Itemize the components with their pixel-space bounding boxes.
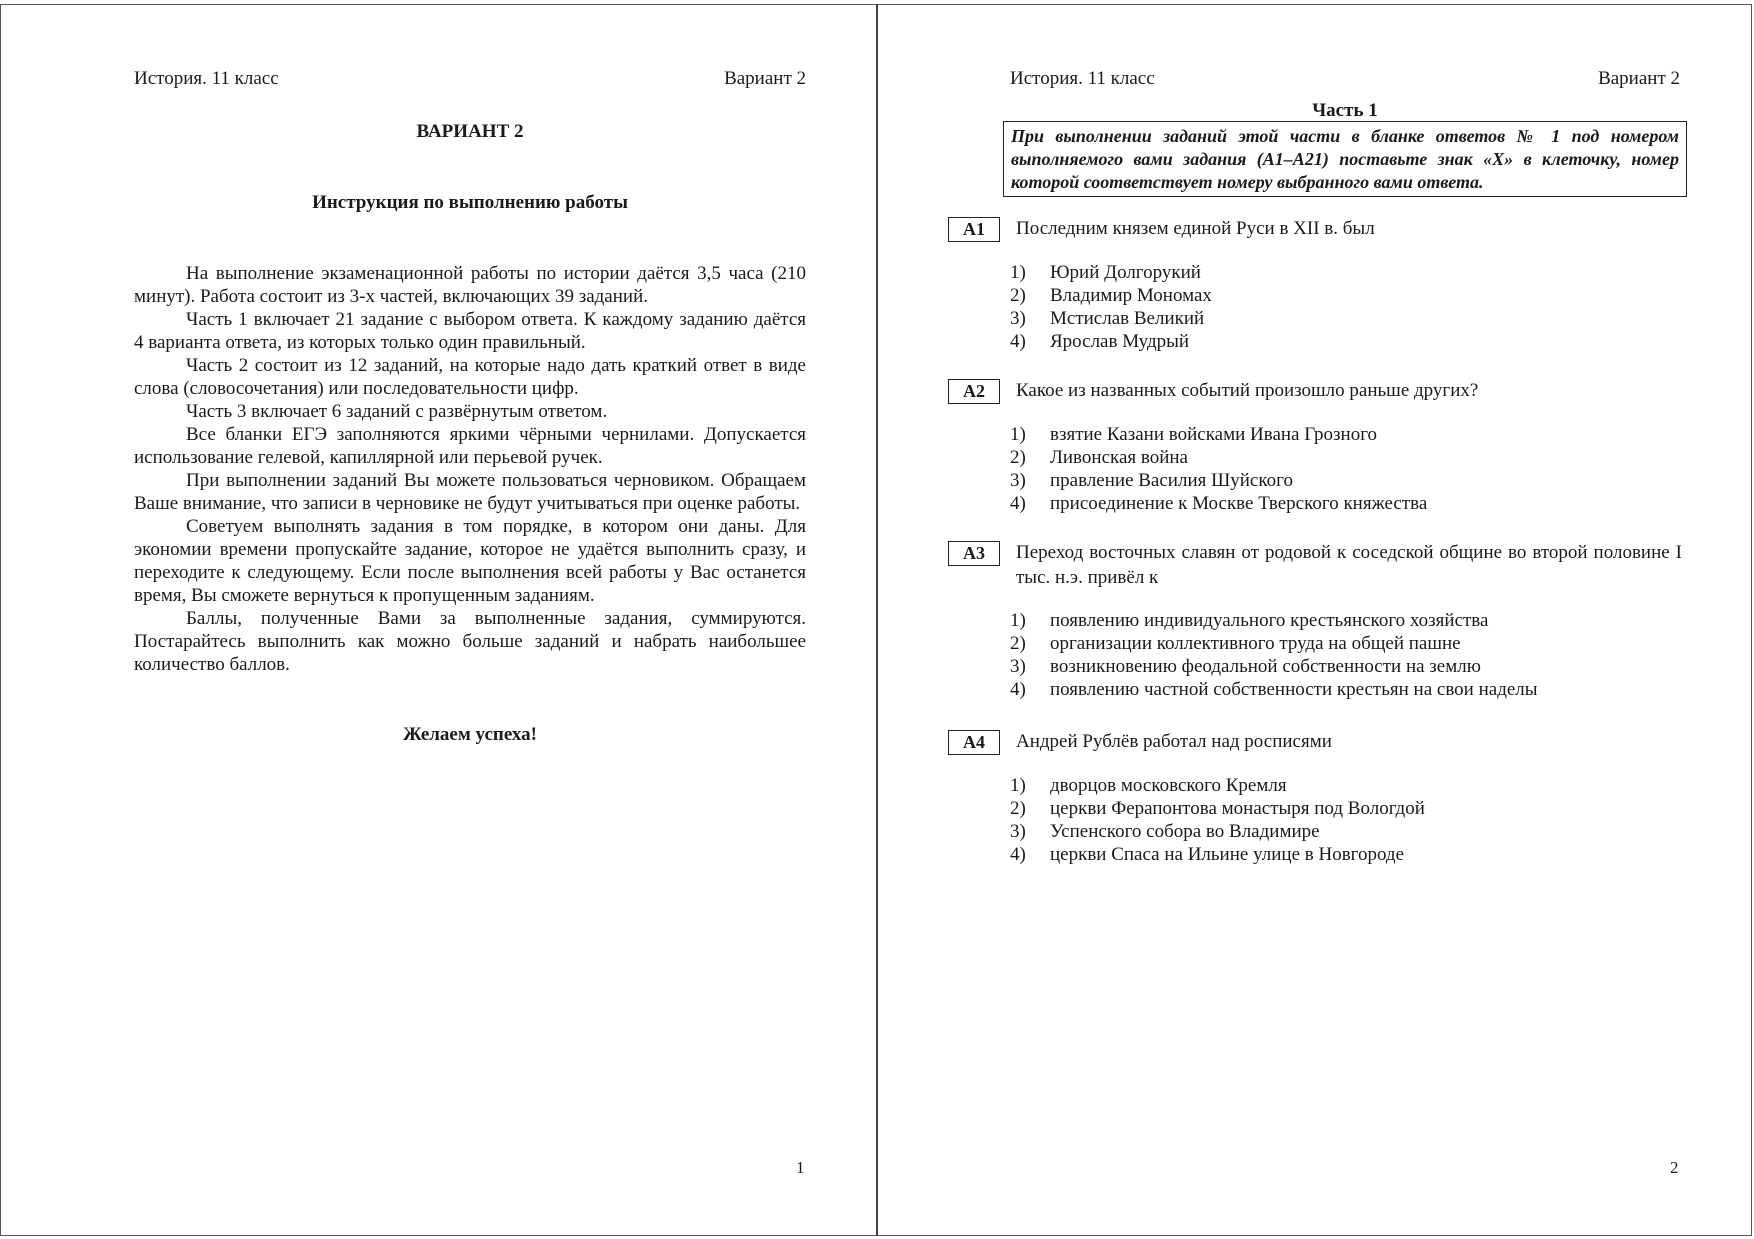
option-number: 3) [1010,821,1026,842]
answer-option [1010,284,1212,307]
header-subject: История. 11 класс [1010,68,1155,89]
instruction-paragraph: Советуем выполнять задания в том порядке, в котором они даны. Для экономии времени пропускайте задание, которое не удаётся выполнить сразу, и переходите к следующему. Если после выполнения всей работы у Вас останется время, Вы сможете вернуться к пропущенным заданиям. [134,516,806,606]
option-number: 4) [1010,679,1026,700]
option-text: Успенского собора во Владимире [1050,821,1320,842]
option-number: 1) [1010,775,1026,796]
option-text: присоединение к Москве Тверского княжества [1050,493,1428,514]
instruction-paragraph: Все бланки ЕГЭ заполняются яркими чёрными чернилами. Допускается использование гелевой, капиллярной или перьевой ручек. [134,424,806,468]
header-variant: Вариант 2 [1598,68,1680,89]
answer-options [1010,261,1212,353]
option-number: 3) [1010,470,1026,491]
task-label: А3 [948,541,1000,566]
option-number: 3) [1010,656,1026,677]
option-text: Мстислав Великий [1050,308,1205,329]
answer-option [1010,330,1212,353]
answer-option [1010,655,1538,678]
answer-option [1010,632,1538,655]
option-text: появлению частной собственности крестьян на свои наделы [1050,679,1538,700]
header-variant: Вариант 2 [724,68,806,89]
header-subject: История. 11 класс [134,68,279,89]
answer-options [1010,609,1538,701]
page-header [134,68,806,90]
instruction-paragraph: Баллы, полученные Вами за выполненные задания, суммируются. Постарайтесь выполнить как можно больше заданий и набрать наибольшее количество баллов. [134,608,806,675]
option-text: возникновению феодальной собственности на землю [1050,656,1481,677]
instruction-paragraph: Часть 2 состоит из 12 заданий, на которые надо дать краткий ответ в виде слова (словосочетания) или последовательности цифр. [134,355,806,399]
option-number: 2) [1010,798,1026,819]
task-label: А2 [948,379,1000,404]
option-number: 1) [1010,424,1026,445]
answer-option [1010,797,1425,820]
option-text: дворцов московского Кремля [1050,775,1287,796]
answer-option [1010,843,1425,866]
option-text: Юрий Долгорукий [1050,262,1201,283]
answer-option [1010,446,1427,469]
instruction-body [134,262,806,676]
answer-option [1010,469,1427,492]
option-text: церкви Ферапонтова монастыря под Вологдой [1050,798,1425,819]
option-number: 2) [1010,633,1026,654]
option-number: 2) [1010,285,1026,306]
answer-option [1010,678,1538,701]
option-number: 1) [1010,610,1026,631]
option-number: 2) [1010,447,1026,468]
answer-option [1010,609,1538,632]
instruction-paragraph: На выполнение экзаменационной работы по истории даётся 3,5 часа (210 минут). Работа состоит из 3-х частей, включающих 39 заданий. [134,263,806,307]
answer-options [1010,423,1427,515]
answer-option [1010,492,1427,515]
part-instruction-box: При выполнении заданий этой части в бланке ответов № 1 под номером выполняемого вами задания (А1–А21) поставьте знак «X» в клеточку, номер которой соответствует номеру выбранного вами ответа. [1003,121,1687,197]
option-text: взятие Казани войсками Ивана Грозного [1050,424,1378,445]
page-number: 1 [796,1158,805,1177]
page-header [1010,68,1680,90]
instruction-paragraph: Часть 3 включает 6 заданий с развёрнутым ответом. [186,401,608,422]
variant-title: ВАРИАНТ 2 [416,121,524,142]
answer-option [1010,261,1212,284]
option-number: 1) [1010,262,1026,283]
option-text: Ярослав Мудрый [1050,331,1190,352]
option-number: 4) [1010,844,1026,865]
option-number: 4) [1010,331,1026,352]
option-text: церкви Спаса на Ильине улице в Новгороде [1050,844,1405,865]
instruction-paragraph: Часть 1 включает 21 задание с выбором ответа. К каждому заданию даётся 4 варианта ответа, из которых только один правильный. [134,309,806,353]
task-question: Какое из названных событий произошло раньше других? [1016,380,1479,401]
part-title: Часть 1 [1312,100,1378,121]
option-number: 3) [1010,308,1026,329]
task-question: Андрей Рублёв работал над росписями [1016,731,1332,752]
good-luck-message: Желаем успеха! [403,724,537,745]
page-number: 2 [1670,1158,1679,1177]
option-text: организации коллективного труда на общей пашне [1050,633,1461,654]
answer-options [1010,774,1425,866]
task-question: Последним князем единой Руси в XII в. был [1016,218,1375,239]
option-text: появлению индивидуального крестьянского хозяйства [1050,610,1489,631]
option-text: Владимир Мономах [1050,285,1212,306]
answer-option [1010,423,1427,446]
answer-option [1010,820,1425,843]
option-number: 4) [1010,493,1026,514]
task-question: Переход восточных славян от родовой к соседской общине во второй половине I тыс. н.э. привёл к [1016,542,1682,588]
page-2 [878,4,1754,1236]
instruction-title: Инструкция по выполнению работы [312,192,628,213]
task-label: А4 [948,730,1000,755]
task-label: А1 [948,217,1000,242]
option-text: Ливонская война [1050,447,1188,468]
instruction-paragraph: При выполнении заданий Вы можете пользоваться черновиком. Обращаем Ваше внимание, что записи в черновике не будут учитываться при оценке работы. [134,470,806,514]
answer-option [1010,774,1425,797]
option-text: правление Василия Шуйского [1050,470,1293,491]
answer-option [1010,307,1212,330]
page-1 [0,4,876,1236]
